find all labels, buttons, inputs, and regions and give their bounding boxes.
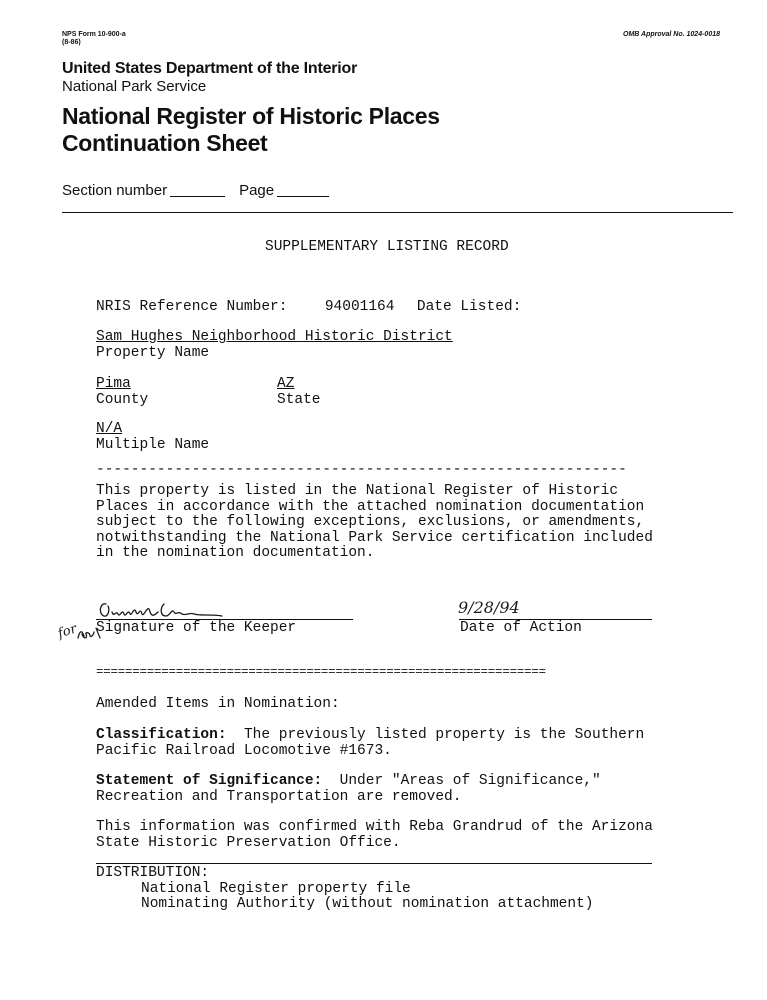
county-value: Pima: [96, 376, 131, 392]
department-name: United States Department of the Interior: [62, 60, 358, 77]
nris-reference: [96, 300, 521, 316]
significance-label: Statement of Significance:: [96, 773, 323, 789]
distribution-item-2: Nominating Authority (without nomination attachment): [141, 896, 594, 912]
confirmation-line-1: This information was confirmed with Reba Grandrud of the Arizona: [96, 819, 653, 835]
form-number-text: NPS Form 10-900-a: [62, 31, 126, 38]
action-date-handwriting: 9/28/94: [458, 598, 520, 617]
significance-line-1: Under "Areas of Significance,": [339, 773, 601, 789]
classification-line-2: Pacific Railroad Locomotive #1673.: [96, 742, 392, 759]
record-heading: SUPPLEMENTARY LISTING RECORD: [265, 239, 509, 255]
state-block: [277, 377, 321, 408]
distribution-item-1: National Register property file: [141, 880, 411, 897]
property-name-label: Property Name: [96, 344, 210, 361]
classification-label: Classification:: [96, 727, 227, 743]
distribution-block: [96, 866, 593, 913]
for-handwriting: for: [56, 621, 79, 642]
section-number-label: Section number: [62, 182, 168, 199]
dash-separator: -------------------------------------------------------------: [96, 462, 627, 478]
county-block: [96, 377, 148, 408]
distribution-label: DISTRIBUTION:: [96, 865, 210, 881]
form-date-text: (8-86): [62, 39, 81, 46]
form-number: [62, 31, 126, 47]
listing-statement: This property is listed in the National Register of Historic Places in accordance with the attached nomination documentation subject to the following exceptions, exclusions, or amendments, notwithstanding the National Park Service certification included in the nomination documentation.: [96, 483, 653, 561]
multiple-name-label: Multiple Name: [96, 436, 210, 453]
page-label: Page: [239, 182, 275, 199]
multiple-name-block: [96, 422, 209, 453]
sheet-title: [62, 103, 440, 157]
nris-number: 94001164: [324, 299, 395, 315]
date-of-action-label: Date of Action: [460, 620, 582, 636]
significance-line-2: Recreation and Transportation are removed.: [96, 788, 462, 805]
equals-separator: ==============================================================: [96, 665, 546, 679]
amended-items-label: Amended Items in Nomination:: [96, 696, 340, 712]
signature-label: Signature of the Keeper: [96, 620, 297, 636]
title-line-2: Continuation Sheet: [62, 130, 268, 156]
section-page-fields: [62, 182, 329, 199]
nris-label: NRIS Reference Number:: [96, 299, 288, 315]
multiple-name-value: N/A: [96, 421, 123, 437]
classification-line-1: The previously listed property is the Southern: [243, 727, 645, 743]
confirmation-block: [96, 820, 653, 851]
header-rule: [62, 212, 733, 213]
county-label: County: [96, 391, 149, 408]
omb-approval: OMB Approval No. 1024-0018: [623, 31, 720, 38]
date-listed-label: Date Listed:: [416, 299, 522, 315]
section-number-blank: [170, 196, 225, 197]
classification-block: [96, 728, 644, 759]
title-line-1: National Register of Historic Places: [62, 103, 440, 129]
state-label: State: [277, 391, 321, 408]
property-name-value: Sam Hughes Neighborhood Historic District: [96, 329, 453, 345]
distribution-rule: [96, 863, 652, 864]
significance-block: [96, 774, 601, 805]
agency-name: National Park Service: [62, 78, 207, 95]
property-name-block: [96, 330, 453, 361]
confirmation-line-2: State Historic Preservation Office.: [96, 834, 401, 851]
page-number-blank: [277, 196, 329, 197]
state-value: AZ: [277, 376, 295, 392]
